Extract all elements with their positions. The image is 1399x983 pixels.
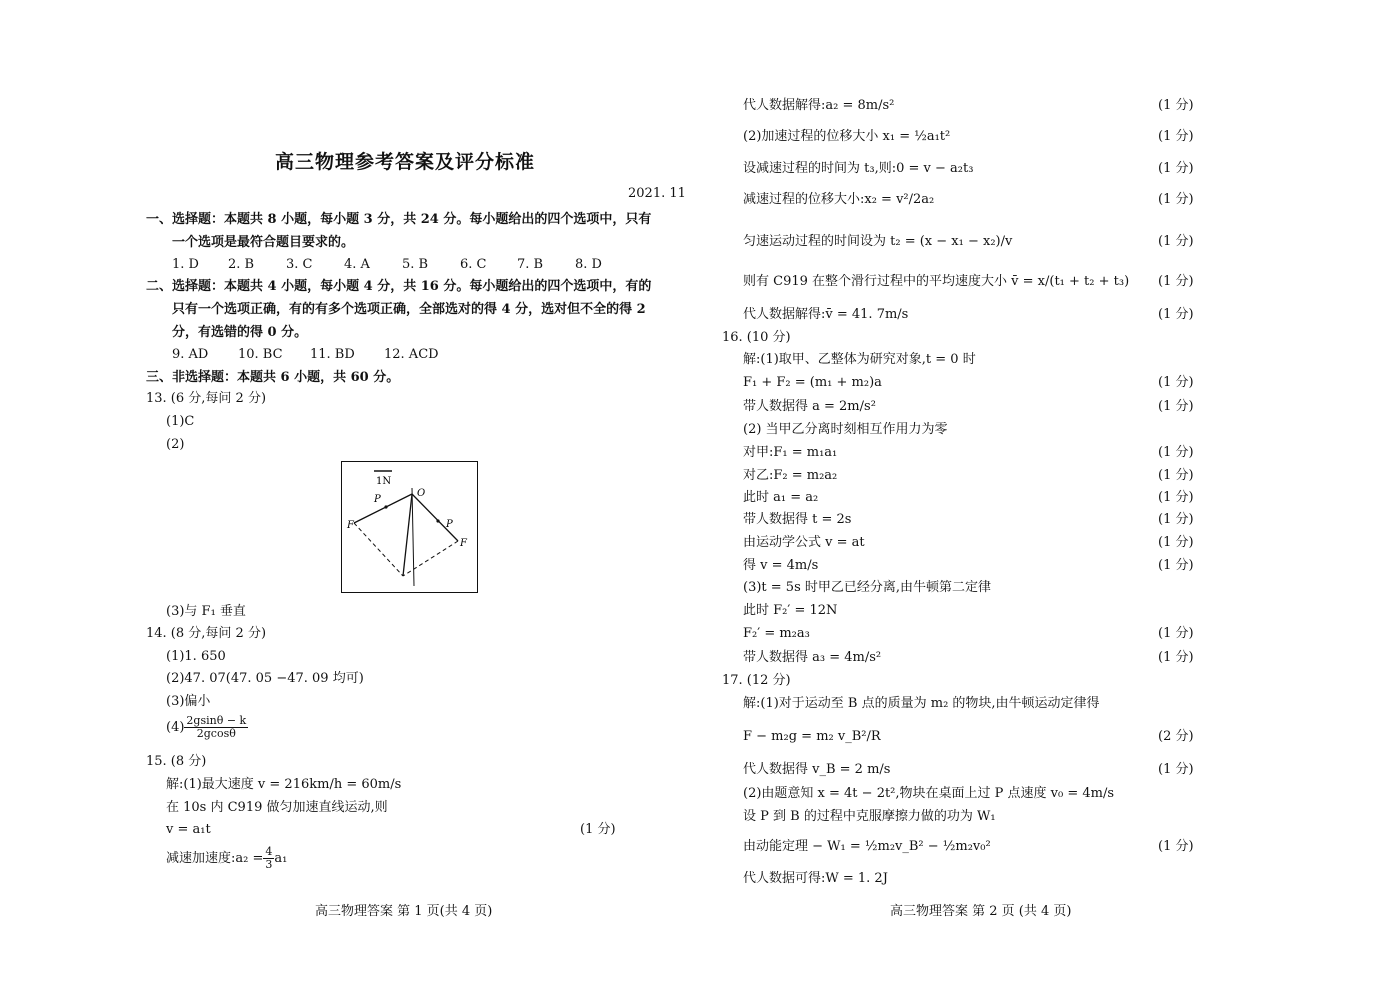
- f1-arrow: [354, 494, 412, 523]
- dashed-side-2: [403, 541, 458, 576]
- q15-line-1: 解:(1)最大速度 v = 216km/h = 60m/s: [166, 777, 402, 792]
- page-title: 高三物理参考答案及评分标准: [275, 151, 536, 173]
- points-label: (1 分): [1158, 839, 1194, 854]
- measured-force-line: [412, 488, 414, 586]
- q15-line-4-label: 减速加速度:a₂ =: [166, 851, 264, 866]
- solution-line: 对甲:F₁ = m₁a₁: [743, 445, 838, 460]
- solution-line: 带人数据得 a₃ = 4m/s²: [743, 650, 882, 665]
- points-label: (1 分): [1158, 192, 1194, 207]
- q14-part-1: (1)1. 650: [166, 649, 226, 664]
- answer-2: 2. B: [228, 257, 255, 272]
- points-label: (1 分): [1158, 274, 1194, 289]
- q13-part-1: (1)C: [166, 414, 195, 429]
- solution-line: 代人数据解得:v̄ = 41. 7m/s: [743, 307, 909, 322]
- section-1-answers: [172, 257, 602, 273]
- solution-line: (2)加速过程的位移大小 x₁ = ½a₁t²: [743, 129, 951, 144]
- solution-line: (2) 当甲乙分离时刻相互作用力为零: [743, 422, 948, 437]
- label-f1: F: [347, 520, 354, 531]
- points-label: (1 分): [1158, 512, 1194, 527]
- points-label: (1 分): [1158, 375, 1194, 390]
- point-p2: [436, 519, 439, 522]
- q15-line-4: [166, 846, 287, 871]
- solution-line: 17. (12 分): [722, 673, 791, 688]
- points-label: (1 分): [1158, 490, 1194, 505]
- fraction-numerator: 4: [265, 845, 273, 858]
- solution-line: 设 P 到 B 的过程中克服摩擦力做的功为 W₁: [743, 809, 996, 824]
- solution-line: 设减速过程的时间为 t₃,则:0 = v − a₂t₃: [743, 161, 974, 176]
- points-label: (1 分): [1158, 307, 1194, 322]
- solution-line: 带人数据得 t = 2s: [743, 512, 852, 527]
- resultant-arrow: [403, 494, 412, 576]
- q15-line-4-fraction: [263, 846, 274, 871]
- q15-line-3: v = a₁t: [166, 822, 211, 837]
- q14-part-4-fraction: [184, 715, 248, 740]
- solution-line: 对乙:F₂ = m₂a₂: [743, 468, 838, 483]
- q13-heading: 13. (6 分,每问 2 分): [146, 391, 267, 406]
- section-1-line-2: 一个选项是最符合题目要求的。: [172, 235, 355, 250]
- answer-page-2: [700, 0, 1399, 983]
- q15-line-2: 在 10s 内 C919 做匀加速直线运动,则: [166, 800, 388, 815]
- solution-line: 由运动学公式 v = at: [743, 535, 865, 550]
- f2-arrow: [412, 494, 458, 541]
- solution-line: 解:(1)取甲、乙整体为研究对象,t = 0 时: [743, 352, 976, 367]
- point-p1: [384, 505, 387, 508]
- solution-line: (3)t = 5s 时甲乙已经分离,由牛顿第二定律: [743, 580, 992, 595]
- answer-6: 6. C: [460, 257, 487, 272]
- q14-heading: 14. (8 分,每问 2 分): [146, 626, 267, 641]
- scale-label: 1N: [376, 476, 392, 487]
- answer-3: 3. C: [286, 257, 313, 272]
- answer-8: 8. D: [575, 257, 602, 272]
- points-label: (1 分): [1158, 161, 1194, 176]
- answer-4: 4. A: [344, 257, 370, 272]
- solution-line: 代人数据解得:a₂ = 8m/s²: [743, 98, 895, 113]
- points-label: (1 分): [1158, 129, 1194, 144]
- answer-7: 7. B: [517, 257, 544, 272]
- page-footer: 高三物理答案 第 2 页 (共 4 页): [890, 904, 1072, 919]
- date: 2021. 11: [628, 186, 686, 201]
- q15-line-3-points: (1 分): [580, 822, 616, 837]
- force-diagram: [341, 461, 478, 593]
- answer-9: 9. AD: [172, 347, 209, 362]
- solution-line: 解:(1)对于运动至 B 点的质量为 m₂ 的物块,由牛顿运动定律得: [743, 696, 1100, 711]
- fraction-numerator: 2gsinθ − k: [186, 714, 247, 727]
- points-label: (1 分): [1158, 468, 1194, 483]
- points-label: (1 分): [1158, 98, 1194, 113]
- answer-12: 12. ACD: [384, 347, 439, 362]
- solution-line: 得 v = 4m/s: [743, 558, 819, 573]
- points-label: (1 分): [1158, 650, 1194, 665]
- fraction-denominator: 2gcosθ: [196, 727, 236, 740]
- section-2-line-3: 分，有选错的得 0 分。: [172, 325, 308, 340]
- solution-line: 代人数据可得:W = 1. 2J: [743, 871, 888, 886]
- answer-11: 11. BD: [310, 347, 355, 362]
- solution-line: F₂′ = m₂a₃: [743, 626, 810, 641]
- points-label: (1 分): [1158, 445, 1194, 460]
- q13-part-2: (2): [166, 437, 185, 452]
- solution-line: 代人数据得 v_B = 2 m/s: [743, 762, 891, 777]
- label-p2: P: [446, 519, 453, 530]
- solution-line: 匀速运动过程的时间设为 t₂ = (x − x₁ − x₂)/v: [743, 234, 1013, 249]
- q14-part-4-label: (4): [166, 720, 185, 735]
- solution-line: 此时 F₂′ = 12N: [743, 603, 838, 618]
- answer-1: 1. D: [172, 257, 199, 272]
- section-3-heading: 三、非选择题：本题共 6 小题，共 60 分。: [146, 370, 400, 385]
- q14-part-3: (3)偏小: [166, 694, 211, 709]
- q15-line-4-tail: a₁: [274, 851, 288, 866]
- section-2-line-2: 只有一个选项正确，有的有多个选项正确，全部选对的得 4 分，选对但不全的得 2: [172, 302, 646, 317]
- solution-line: 减速过程的位移大小:x₂ = v²/2a₂: [743, 192, 935, 207]
- points-label: (1 分): [1158, 234, 1194, 249]
- solution-line: 此时 a₁ = a₂: [743, 490, 819, 505]
- points-label: (1 分): [1158, 535, 1194, 550]
- section-2-line-1: 二、选择题：本题共 4 小题，每小题 4 分，共 16 分。每小题给出的四个选项中，有的: [146, 279, 652, 294]
- force-parallelogram: [342, 462, 476, 591]
- page-footer: 高三物理答案 第 1 页(共 4 页): [315, 904, 493, 919]
- solution-line: 16. (10 分): [722, 330, 791, 345]
- points-label: (1 分): [1158, 762, 1194, 777]
- section-1-line-1: 一、选择题：本题共 8 小题，每小题 3 分，共 24 分。每小题给出的四个选项中，只有: [146, 212, 652, 227]
- fraction-denominator: 3: [265, 858, 273, 871]
- solution-line: 则有 C919 在整个滑行过程中的平均速度大小 v̄ = x/(t₁ + t₂ + t₃): [743, 274, 1130, 289]
- points-label: (2 分): [1158, 729, 1194, 744]
- label-o: O: [417, 488, 426, 499]
- solution-line: 由动能定理 − W₁ = ½m₂v_B² − ½m₂v₀²: [743, 839, 991, 854]
- q13-part-3: (3)与 F₁ 垂直: [166, 604, 246, 619]
- solution-line: F₁ + F₂ = (m₁ + m₂)a: [743, 375, 882, 390]
- label-f2: F: [460, 538, 467, 549]
- q14-part-2: (2)47. 07(47. 05 −47. 09 均可): [166, 671, 364, 686]
- solution-line: F − m₂g = m₂ v_B²/R: [743, 729, 881, 744]
- q14-part-4: [166, 715, 248, 740]
- q15-heading: 15. (8 分): [146, 754, 207, 769]
- points-label: (1 分): [1158, 399, 1194, 414]
- solution-line: 带人数据得 a = 2m/s²: [743, 399, 876, 414]
- points-label: (1 分): [1158, 626, 1194, 641]
- solution-line: (2)由题意知 x = 4t − 2t²,物块在桌面上过 P 点速度 v₀ = 4m/s: [743, 786, 1115, 801]
- label-p1: P: [374, 494, 381, 505]
- dashed-side-1: [354, 523, 403, 576]
- points-label: (1 分): [1158, 558, 1194, 573]
- answer-10: 10. BC: [238, 347, 283, 362]
- section-2-answers: [172, 347, 439, 363]
- answer-5: 5. B: [402, 257, 429, 272]
